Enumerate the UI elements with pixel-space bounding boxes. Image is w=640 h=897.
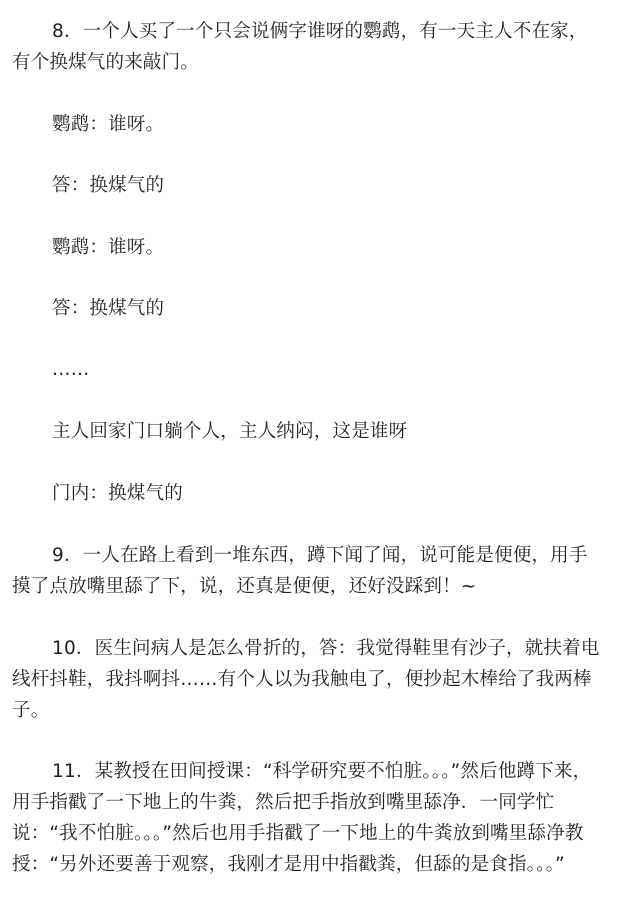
text-line: 鹦鹉：谁呀。: [52, 237, 165, 258]
paragraph-joke-8-intro: [12, 16, 612, 78]
text-line: 答：换煤气的: [52, 175, 165, 196]
text-line: 有个换煤气的来敲门。: [12, 52, 200, 73]
text-line: 11．某教授在田间授课：“科学研究要不怕脏。。。”然后他蹲下来，: [52, 761, 592, 782]
text-line: 授：“另外还要善于观察，我刚才是用中指戳粪，但舔的是食指。。。”: [12, 854, 565, 875]
text-line: 子。: [12, 700, 50, 721]
paragraph-answer-line-2: [52, 293, 612, 324]
text-line: 8．一个人买了一个只会说俩字谁呀的鹦鹉，有一天主人不在家，: [52, 21, 588, 42]
paragraph-ellipsis: [52, 354, 612, 385]
text-line: 10．医生问病人是怎么骨折的，答：我觉得鞋里有沙子，就扶着电: [52, 638, 600, 659]
text-line: 答：换煤气的: [52, 298, 165, 319]
text-line: ……: [52, 359, 90, 380]
paragraph-joke-11: [12, 756, 612, 880]
paragraph-door-reply: [52, 478, 612, 509]
paragraph-parrot-line-1: [52, 109, 612, 140]
text-line: 9．一人在路上看到一堆东西，蹲下闻了闻，说可能是便便，用手: [52, 545, 588, 566]
paragraph-owner-returns: [52, 416, 612, 447]
text-line: 门内：换煤气的: [52, 483, 183, 504]
text-line: 用手指戳了一下地上的牛粪，然后把手指放到嘴里舔净．一同学忙: [12, 792, 555, 813]
paragraph-parrot-line-2: [52, 232, 612, 263]
text-line: 线杆抖鞋，我抖啊抖……有个人以为我触电了，便抄起木棒给了我两棒: [12, 669, 592, 690]
text-line: 鹦鹉：谁呀。: [52, 114, 165, 135]
paragraph-joke-9: [12, 540, 612, 602]
text-line: 说：“我不怕脏。。。”然后也用手指戳了一下地上的牛粪放到嘴里舔净教: [12, 823, 584, 844]
text-line: 主人回家门口躺个人，主人纳闷，这是谁呀: [52, 421, 408, 442]
text-line: 摸了点放嘴里舔了下，说，还真是便便，还好没踩到！~: [12, 576, 477, 597]
paragraph-answer-line-1: [52, 170, 612, 201]
paragraph-joke-10: [12, 633, 612, 726]
